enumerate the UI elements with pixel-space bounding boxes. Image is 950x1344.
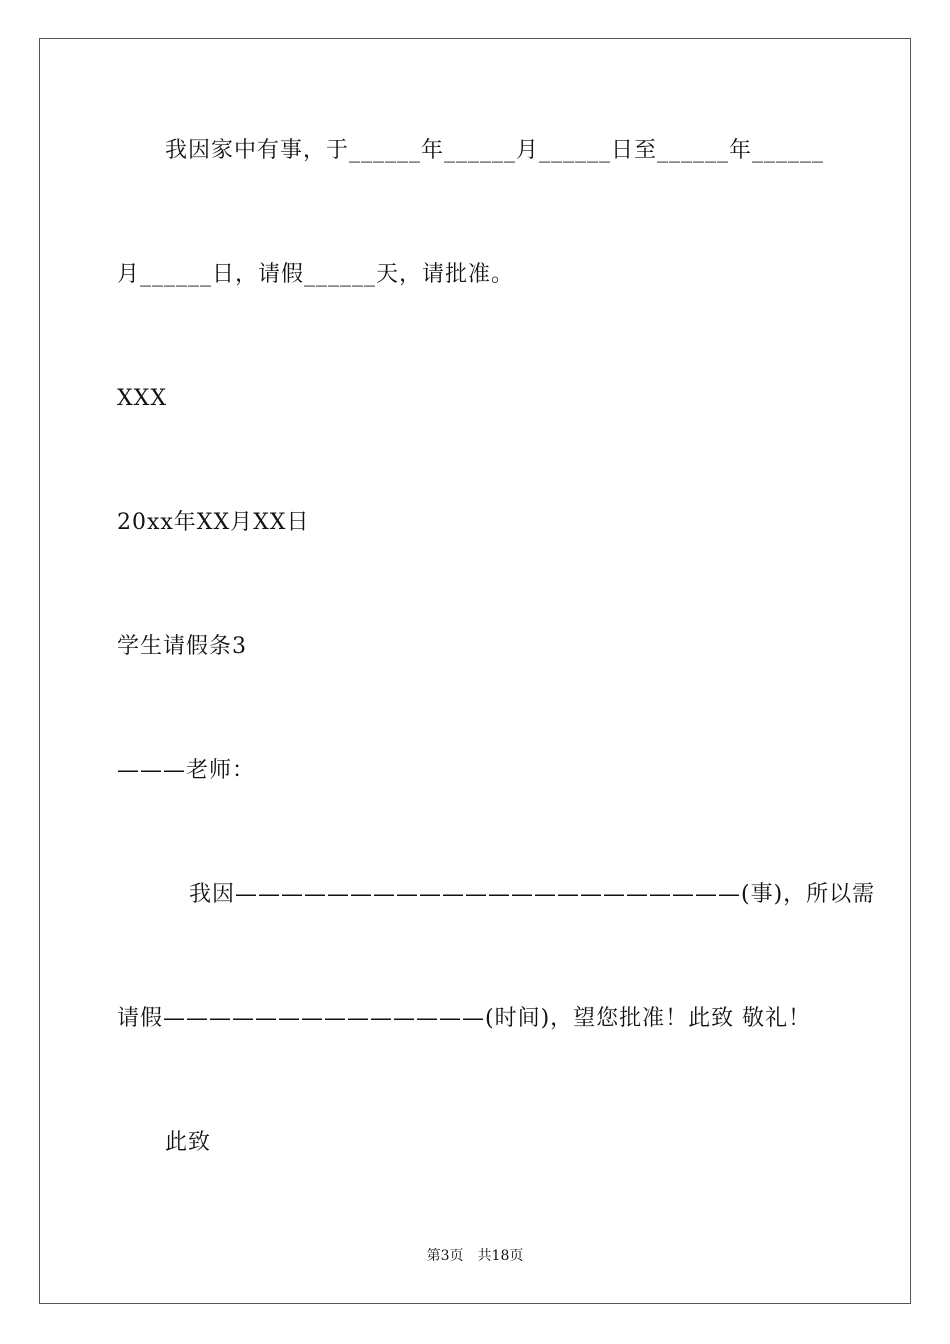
signature-name: XXX <box>117 386 167 411</box>
reason-line: 我因——————————————————————(事)，所以需 <box>189 882 876 907</box>
leave-request-line-2: 月______日，请假______天，请批准。 <box>117 262 515 287</box>
duration-line: 请假——————————————(时间)，望您批准！此致 敬礼！ <box>117 1006 812 1031</box>
page-number-footer: 第3页 共18页 <box>426 1248 524 1264</box>
date-line: 20xx年XX月XX日 <box>117 510 310 535</box>
greeting-line: ———老师： <box>117 758 256 783</box>
section-title: 学生请假条3 <box>117 634 247 659</box>
leave-request-line-1: 我因家中有事，于______年______月______日至______年______ <box>165 138 825 163</box>
page-frame <box>39 38 911 1304</box>
closing-line: 此致 <box>165 1130 212 1155</box>
